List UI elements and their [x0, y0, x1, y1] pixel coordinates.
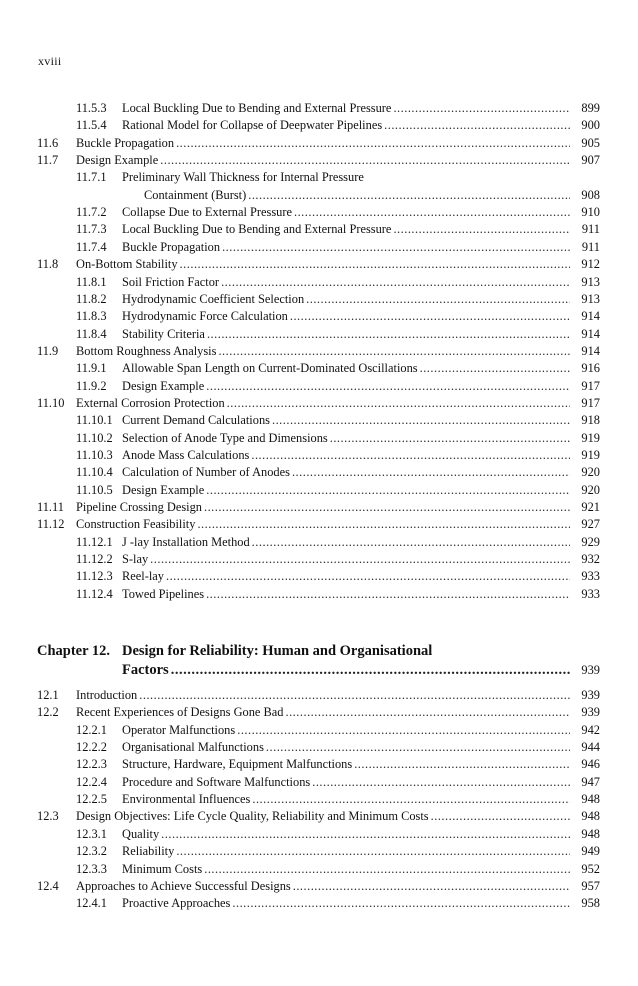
toc-entry[interactable] [0, 551, 638, 568]
entry-number: 11.10 [37, 395, 65, 410]
toc-entry[interactable] [0, 117, 638, 134]
entry-page: 913 [581, 274, 600, 289]
toc-entry[interactable] [0, 826, 638, 843]
entry-number: 12.3.2 [76, 844, 107, 859]
entry-title: Reliability [122, 844, 175, 859]
entry-title: Recent Experiences of Designs Gone Bad [76, 705, 284, 720]
leader-dots [272, 412, 570, 429]
entry-title: Approaches to Achieve Successful Designs [76, 878, 291, 893]
entry-title: Allowable Span Length on Current-Dominated Oscillations [122, 361, 418, 376]
leader-dots [204, 861, 570, 878]
entry-number: 11.8.1 [76, 274, 107, 289]
page-number: xviii [38, 54, 62, 68]
chapter-page: 939 [581, 663, 600, 677]
entry-number: 11.12 [37, 517, 65, 532]
entry-title: Construction Feasibility [76, 517, 196, 532]
entry-page: 920 [581, 482, 600, 497]
entry-number: 11.9.1 [76, 361, 107, 376]
chapter-title-line1: Design for Reliability: Human and Organisational [122, 643, 433, 659]
entry-page: 911 [581, 239, 600, 254]
toc-entry[interactable] [0, 135, 638, 152]
entry-page: 914 [581, 343, 600, 358]
entry-title: Proactive Approaches [122, 896, 231, 911]
leader-dots [171, 662, 570, 679]
toc-entry[interactable] [0, 412, 638, 429]
leader-dots [161, 826, 570, 843]
toc-entry[interactable] [0, 447, 638, 464]
leader-dots [393, 221, 570, 238]
leader-dots [330, 430, 570, 447]
leader-dots [232, 895, 570, 912]
leader-dots [393, 100, 570, 117]
entry-page: 900 [581, 118, 600, 133]
entry-title: On-Bottom Stability [76, 257, 178, 272]
entry-number: 11.7 [37, 153, 59, 168]
toc-entry[interactable] [0, 774, 638, 791]
toc-entry[interactable] [0, 895, 638, 912]
toc-entry[interactable] [0, 499, 638, 516]
entry-number: 11.7.2 [76, 205, 107, 220]
entry-number: 11.12.3 [76, 569, 113, 584]
entry-page: 947 [581, 774, 600, 789]
entry-title: Introduction [76, 688, 138, 702]
chapter-heading [0, 643, 638, 660]
leader-dots [384, 117, 570, 134]
entry-number: 11.8.4 [76, 326, 107, 341]
entry-title: Hydrodynamic Force Calculation [122, 309, 288, 324]
toc-entry[interactable] [0, 843, 638, 860]
entry-number: 12.2.2 [76, 740, 107, 755]
leader-dots [293, 878, 570, 895]
entry-title-continuation: Containment (Burst) [144, 187, 247, 202]
toc-entry[interactable] [0, 256, 638, 273]
entry-number: 11.7.1 [76, 170, 107, 185]
entry-title: External Corrosion Protection [76, 395, 225, 410]
entry-title: Pipeline Crossing Design [76, 500, 202, 515]
leader-dots [206, 586, 570, 603]
toc-entry[interactable] [0, 722, 638, 739]
leader-dots [285, 704, 570, 721]
entry-number: 11.10.4 [76, 465, 113, 480]
entry-number: 11.12.1 [76, 534, 113, 549]
leader-dots [431, 808, 570, 825]
entry-number: 11.10.3 [76, 448, 113, 462]
leader-dots [420, 360, 570, 377]
toc-entry[interactable] [0, 791, 638, 808]
entry-page: 917 [581, 378, 600, 393]
entry-page: 932 [581, 552, 600, 567]
entry-number: 11.11 [37, 500, 64, 515]
entry-title: Soil Friction Factor [122, 274, 220, 289]
leader-dots [221, 274, 570, 291]
toc-entry[interactable] [0, 204, 638, 221]
entry-title: Buckle Propagation [122, 239, 221, 254]
toc-entry[interactable] [0, 516, 638, 533]
entry-number: 12.4.1 [76, 896, 107, 911]
toc-entry[interactable] [0, 291, 638, 308]
toc-entry[interactable] [0, 274, 638, 291]
entry-title: Design Example [76, 153, 159, 168]
entry-page: 908 [581, 187, 600, 202]
entry-page: 948 [581, 792, 600, 807]
leader-dots [176, 843, 570, 860]
toc-entry[interactable] [0, 861, 638, 878]
leader-dots [206, 378, 570, 395]
toc-entry[interactable] [0, 482, 638, 499]
toc-entry[interactable] [0, 100, 638, 117]
leader-dots [176, 135, 570, 152]
entry-page: 913 [581, 291, 600, 306]
entry-page: 927 [581, 517, 600, 532]
leader-dots [139, 687, 570, 704]
toc-entry[interactable] [0, 808, 638, 825]
entry-title: Local Buckling Due to Bending and External Pressure [122, 101, 392, 115]
leader-dots [197, 516, 570, 533]
toc-entry[interactable] [0, 430, 638, 447]
entry-title: Stability Criteria [122, 326, 205, 341]
toc-entry[interactable] [0, 308, 638, 325]
toc-entry[interactable] [0, 878, 638, 895]
leader-dots [204, 499, 570, 516]
entry-title: Operator Malfunctions [122, 722, 236, 737]
entry-number: 11.8 [37, 257, 59, 272]
entry-page: 944 [581, 740, 600, 755]
entry-title: Procedure and Software Malfunctions [122, 774, 311, 789]
entry-number: 11.10.2 [76, 430, 113, 445]
leader-dots [227, 395, 570, 412]
entry-page: 948 [581, 809, 600, 824]
entry-page: 905 [581, 135, 600, 150]
entry-number: 12.3.1 [76, 826, 107, 841]
chapter-title-line2: Factors [122, 662, 169, 678]
entry-number: 12.2 [37, 705, 59, 720]
leader-dots [354, 756, 570, 773]
entry-number: 12.1 [37, 688, 59, 702]
entry-title: Selection of Anode Type and Dimensions [122, 430, 328, 445]
entry-title: Minimum Costs [122, 861, 203, 876]
entry-page: 910 [581, 205, 600, 220]
toc-entry[interactable] [0, 395, 638, 412]
leader-dots [207, 326, 570, 343]
entry-number: 11.10.1 [76, 413, 113, 428]
entry-page: 919 [581, 448, 600, 462]
leader-dots [312, 774, 570, 791]
leader-dots [294, 204, 570, 221]
entry-title: Environmental Influences [122, 792, 251, 807]
entry-number: 11.12.4 [76, 586, 113, 601]
entry-page: 942 [581, 722, 600, 737]
entry-number: 12.3.3 [76, 861, 107, 876]
entry-title: Design Example [122, 378, 205, 393]
leader-dots [251, 447, 570, 464]
entry-number: 11.9.2 [76, 378, 107, 393]
entry-number: 12.2.4 [76, 774, 107, 789]
entry-number: 11.7.3 [76, 222, 107, 237]
entry-title: Calculation of Number of Anodes [122, 465, 290, 480]
entry-page: 958 [581, 896, 600, 911]
entry-page: 911 [581, 222, 600, 237]
toc-entry[interactable] [0, 756, 638, 773]
toc-entry[interactable] [0, 360, 638, 377]
entry-title: S-lay [122, 552, 149, 567]
entry-page: 914 [581, 309, 600, 324]
entry-title: Anode Mass Calculations [122, 448, 250, 462]
entry-title: Design Objectives: Life Cycle Quality, Reliability and Minimum Costs [76, 809, 429, 824]
toc-entry[interactable] [0, 221, 638, 238]
leader-dots [292, 464, 570, 481]
entry-number: 11.8.3 [76, 309, 107, 324]
entry-page: 920 [581, 465, 600, 480]
leader-dots [206, 482, 570, 499]
leader-dots [306, 291, 570, 308]
entry-number: 12.2.5 [76, 792, 107, 807]
entry-number: 11.5.3 [76, 101, 107, 115]
entry-number: 12.2.1 [76, 722, 107, 737]
toc-entry[interactable] [0, 169, 638, 186]
leader-dots [252, 534, 570, 551]
entry-number: 11.10.5 [76, 482, 113, 497]
leader-dots [290, 308, 570, 325]
toc-entry[interactable] [0, 464, 638, 481]
entry-page: 933 [581, 586, 600, 601]
entry-page: 929 [581, 534, 600, 549]
chapter-heading-line2 [0, 662, 638, 679]
entry-number: 11.12.2 [76, 552, 113, 567]
toc-entry[interactable] [0, 378, 638, 395]
entry-title: Preliminary Wall Thickness for Internal Pressure [122, 170, 364, 185]
entry-title: Structure, Hardware, Equipment Malfunctions [122, 757, 353, 772]
entry-title: Quality [122, 826, 160, 841]
entry-title: Local Buckling Due to Bending and External Pressure [122, 222, 392, 237]
entry-number: 11.7.4 [76, 239, 107, 254]
entry-page: 917 [581, 395, 600, 410]
toc-entry[interactable] [0, 152, 638, 169]
entry-page: 912 [581, 257, 600, 272]
leader-dots [166, 568, 570, 585]
entry-title: Rational Model for Collapse of Deepwater Pipelines [122, 118, 383, 133]
leader-dots [222, 239, 570, 256]
entry-page: 899 [581, 101, 600, 115]
entry-title: Collapse Due to External Pressure [122, 205, 292, 220]
entry-number: 11.6 [37, 135, 59, 150]
entry-number: 12.4 [37, 878, 59, 893]
entry-title: Bottom Roughness Analysis [76, 343, 217, 358]
entry-title: Design Example [122, 482, 205, 497]
entry-page: 939 [581, 688, 600, 702]
entry-page: 916 [581, 361, 600, 376]
entry-number: 12.2.3 [76, 757, 107, 772]
leader-dots [218, 343, 570, 360]
toc-entry[interactable] [0, 586, 638, 603]
toc-entry[interactable] [0, 239, 638, 256]
leader-dots [150, 551, 570, 568]
chapter-number: Chapter 12. [37, 643, 111, 659]
entry-page: 948 [581, 826, 600, 841]
entry-page: 946 [581, 757, 600, 772]
entry-title: Organisational Malfunctions [122, 740, 264, 755]
leader-dots [252, 791, 570, 808]
toc-entry[interactable] [0, 739, 638, 756]
toc-entry[interactable] [0, 534, 638, 551]
entry-page: 918 [581, 413, 600, 428]
entry-title: J -lay Installation Method [122, 534, 250, 549]
entry-page: 907 [581, 153, 600, 168]
entry-page: 952 [581, 861, 600, 876]
toc-entry[interactable] [0, 687, 638, 704]
entry-number: 12.3 [37, 809, 59, 824]
leader-dots [237, 722, 570, 739]
toc-entry[interactable] [0, 326, 638, 343]
entry-title: Buckle Propagation [76, 135, 175, 150]
entry-page: 914 [581, 326, 600, 341]
entry-page: 933 [581, 569, 600, 584]
toc-entry[interactable] [0, 343, 638, 360]
entry-title: Towed Pipelines [122, 586, 205, 601]
entry-title: Hydrodynamic Coefficient Selection [122, 291, 305, 306]
leader-dots [266, 739, 570, 756]
toc-entry[interactable] [0, 568, 638, 585]
entry-page: 921 [581, 500, 600, 515]
entry-page: 957 [581, 878, 600, 893]
leader-dots [248, 187, 570, 204]
entry-title: Current Demand Calculations [122, 413, 270, 428]
entry-page: 919 [581, 430, 600, 445]
entry-number: 11.9 [37, 343, 59, 358]
entry-title: Reel-lay [122, 569, 164, 584]
toc-entry-continuation[interactable] [0, 187, 638, 204]
entry-page: 939 [581, 705, 600, 720]
entry-number: 11.5.4 [76, 118, 107, 133]
toc-entry[interactable] [0, 704, 638, 721]
leader-dots [180, 256, 570, 273]
entry-page: 949 [581, 844, 600, 859]
entry-number: 11.8.2 [76, 291, 107, 306]
leader-dots [160, 152, 570, 169]
